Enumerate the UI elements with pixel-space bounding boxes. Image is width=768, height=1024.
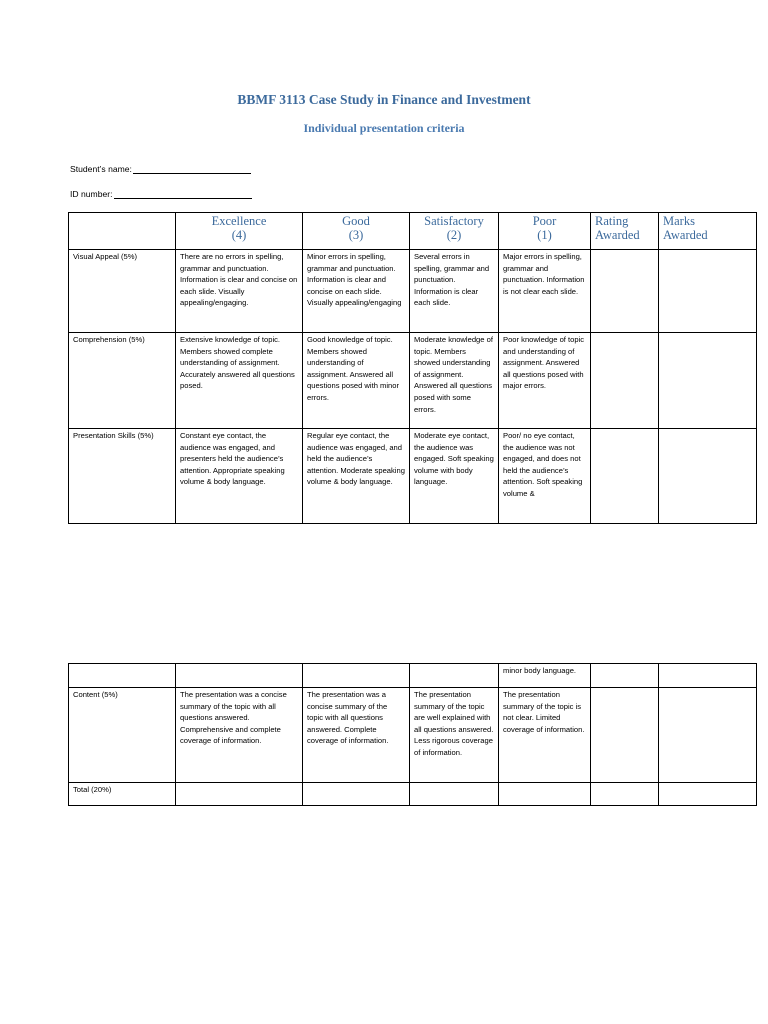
marks-cell[interactable] bbox=[659, 688, 757, 783]
satisfactory-header: Satisfactory (2) bbox=[410, 213, 499, 250]
poor-cell: Major errors in spelling, grammar and punctuation. Information is not clear each slide. bbox=[499, 250, 591, 333]
id-number-label: ID number: bbox=[70, 189, 113, 199]
marks-cell[interactable] bbox=[659, 664, 757, 688]
good-cell: The presentation was a concise summary of the topic with all questions answered. Complete coverage of information. bbox=[303, 688, 410, 783]
total-row bbox=[69, 783, 757, 806]
rubric-table-continued bbox=[68, 663, 757, 806]
table-row bbox=[69, 250, 757, 333]
excellence-header: Excellence (4) bbox=[176, 213, 303, 250]
marks-cell[interactable] bbox=[659, 429, 757, 524]
student-name-field bbox=[70, 164, 251, 174]
good-cell bbox=[303, 664, 410, 688]
criterion-cell: Presentation Skills (5%) bbox=[69, 429, 176, 524]
good-cell: Good knowledge of topic. Members showed understanding of assignment. Answered all questions posed with minor errors. bbox=[303, 333, 410, 429]
criterion-cell: Visual Appeal (5%) bbox=[69, 250, 176, 333]
excellence-cell: The presentation was a concise summary of the topic with all questions answered. Comprehensive and complete coverage of information. bbox=[176, 688, 303, 783]
rubric-table bbox=[68, 212, 757, 524]
satisfactory-cell bbox=[410, 664, 499, 688]
criterion-cell bbox=[69, 664, 176, 688]
rating-cell[interactable] bbox=[591, 664, 659, 688]
poor-cell bbox=[499, 783, 591, 806]
poor-cell: Poor/ no eye contact, the audience was not engaged, and does not held the audience’s attention. Soft speaking volume & bbox=[499, 429, 591, 524]
rating-cell[interactable] bbox=[591, 333, 659, 429]
rating-cell[interactable] bbox=[591, 688, 659, 783]
rating-cell[interactable] bbox=[591, 250, 659, 333]
criterion-cell: Content (5%) bbox=[69, 688, 176, 783]
header-row bbox=[69, 213, 757, 250]
excellence-cell: Extensive knowledge of topic. Members showed complete understanding of assignment. Accurately answered all questions posed. bbox=[176, 333, 303, 429]
document-title: BBMF 3113 Case Study in Finance and Investment bbox=[237, 92, 531, 107]
criterion-header bbox=[69, 213, 176, 250]
student-name-line[interactable] bbox=[133, 164, 251, 174]
marks-cell[interactable] bbox=[659, 333, 757, 429]
good-cell: Minor errors in spelling, grammar and punctuation. Information is clear and concise on each slide. Visually appealing/engaging bbox=[303, 250, 410, 333]
document-subtitle: Individual presentation criteria bbox=[303, 121, 465, 135]
satisfactory-cell: Moderate eye contact, the audience was engaged. Soft speaking volume with body language. bbox=[410, 429, 499, 524]
poor-header: Poor (1) bbox=[499, 213, 591, 250]
poor-cell: The presentation summary of the topic is not clear. Limited coverage of information. bbox=[499, 688, 591, 783]
student-name-label: Student’s name: bbox=[70, 164, 132, 174]
good-header: Good (3) bbox=[303, 213, 410, 250]
good-cell bbox=[303, 783, 410, 806]
poor-cell: Poor knowledge of topic and understanding of assignment. Answered all questions posed with major errors. bbox=[499, 333, 591, 429]
satisfactory-cell: Moderate knowledge of topic. Members showed understanding of assignment. Answered all questions posed with some errors. bbox=[410, 333, 499, 429]
marks-cell[interactable] bbox=[659, 783, 757, 806]
excellence-cell: Constant eye contact, the audience was engaged, and presenters held the audience’s attention. Appropriate speaking volume & body language. bbox=[176, 429, 303, 524]
rating-awarded-header: Rating Awarded bbox=[591, 213, 659, 250]
id-number-line[interactable] bbox=[114, 189, 252, 199]
excellence-cell: There are no errors in spelling, grammar and punctuation. Information is clear and concise on each slide. Visually appealing/engaging. bbox=[176, 250, 303, 333]
id-number-field bbox=[70, 189, 252, 199]
excellence-cell bbox=[176, 664, 303, 688]
table-row bbox=[69, 333, 757, 429]
table-row bbox=[69, 688, 757, 783]
rating-cell[interactable] bbox=[591, 429, 659, 524]
excellence-cell bbox=[176, 783, 303, 806]
rating-cell[interactable] bbox=[591, 783, 659, 806]
table-row bbox=[69, 429, 757, 524]
poor-cell: minor body language. bbox=[499, 664, 591, 688]
continuation-row bbox=[69, 664, 757, 688]
marks-awarded-header: Marks Awarded bbox=[659, 213, 757, 250]
good-cell: Regular eye contact, the audience was engaged, and held the audience’s attention. Moderate speaking volume & body language. bbox=[303, 429, 410, 524]
satisfactory-cell: Several errors in spelling, grammar and punctuation. Information is clear each slide. bbox=[410, 250, 499, 333]
marks-cell[interactable] bbox=[659, 250, 757, 333]
satisfactory-cell: The presentation summary of the topic are well explained with all questions answered. Less rigorous coverage of information. bbox=[410, 688, 499, 783]
total-label: Total (20%) bbox=[69, 783, 176, 806]
criterion-cell: Comprehension (5%) bbox=[69, 333, 176, 429]
satisfactory-cell bbox=[410, 783, 499, 806]
